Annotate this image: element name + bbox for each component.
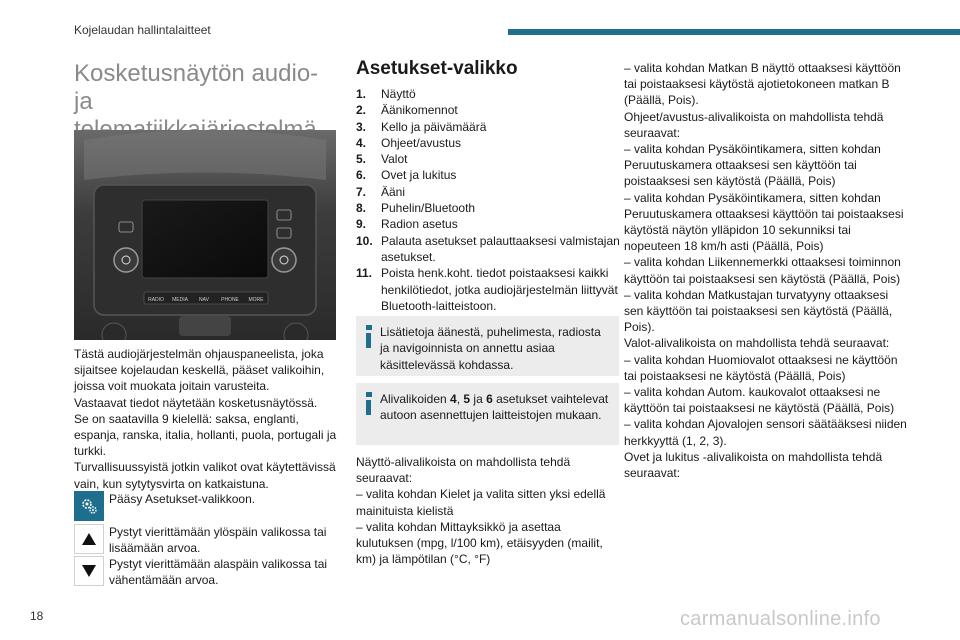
media-button-label: MEDIA [172,297,188,303]
settings-icon-text: Pääsy Asetukset-valikkoon. [109,492,256,506]
paragraph: – valita kohdan Matkustajan turvatyyny ottaaksesi sen käyttöön tai poistaaksesi sen käytöstä (Päällä, Pois). [624,287,893,335]
paragraph: Ovet ja lukitus -alivalikoista on mahdollista tehdä seuraavat: [624,449,883,481]
scroll-down-icon-row [74,556,344,588]
paragraph: – valita kohdan Kielet ja valita sitten yksi edellä mainituista kielistä [356,487,606,518]
nav-button-label: NAV [199,297,209,303]
paragraph: Ohjeet/avustus-alivalikoista on mahdollista tehdä seuraavat: [624,109,884,140]
intro-paragraph: Se on saatavilla 9 kielellä: saksa, englanti, espanja, ranska, italia, hollanti, puola, portugali ja turkki. [74,411,337,459]
scroll-up-text: Pystyt vierittämään ylöspäin valikossa tai lisäämään arvoa. [109,525,327,556]
triangle-up-icon [74,524,104,554]
list-item: 6. Ovet ja lukitus [356,168,457,183]
watermark: carmanualsonline.info [680,608,881,630]
list-item: 5. Valot [356,152,408,167]
info-box-submenus [356,383,619,445]
settings-menu-list [356,86,624,314]
settings-gear-icon [74,491,104,521]
scroll-down-text: Pystyt vierittämään alaspäin valikossa tai vähentämään arvoa. [109,557,328,588]
info-text: Alivalikoiden 4, 5 ja 6 asetukset vaihtelevat autoon asennettujen laitteistojen mukaan. [380,392,609,423]
scroll-up-icon-row [74,524,344,556]
list-item: 2. Äänikomennot [356,103,458,118]
paragraph: – valita kohdan Huomiovalot ottaaksesi ne käyttöön tai poistaaksesi ne käytöstä (Päällä, Pois) [624,352,898,383]
header-accent-bar [508,29,960,35]
audio-panel-photo [74,130,336,340]
paragraph: Näyttö-alivalikoista on mahdollista tehdä seuraavat: [356,455,571,486]
page-number: 18 [30,609,44,623]
paragraph: – valita kohdan Mittayksikkö ja asettaa kulutuksen (mpg, l/100 km), etäisyyden (mailit, km) ja lämpötilan (°C, °F) [356,519,603,567]
list-item: 10. Palauta asetukset palauttaaksesi valmistajan asetukset. [356,233,620,264]
triangle-down-icon [74,556,104,586]
paragraph: – valita kohdan Ajovalojen sensori säätääksesi niiden herkkyyttä (1, 2, 3). [624,417,907,448]
column-middle [356,58,624,314]
section-title: Asetukset-valikko [356,58,518,79]
list-item: 7. Ääni [356,184,406,199]
intro-paragraph: Turvallisuussyistä jotkin valikot ovat käytettävissä vain, kun sytytysvirta on katkaistuna. [74,460,336,491]
display-submenu-text [356,454,620,567]
running-header: Kojelaudan hallintalaitteet [74,23,211,37]
info-icon [365,392,375,416]
intro-paragraph: Vastaavat tiedot näytetään kosketusnäytössä. [74,395,318,410]
list-item: 11. Poista henk.koht. tiedot poistaaksesi kaikki henkilötiedot, jotka audiojärjestelmän liittyvät Bluetooth-laitteistoon. [356,266,618,313]
list-item: 3. Kello ja päivämäärä [356,119,487,134]
more-button-label: MORE [248,297,264,303]
list-item: 8. Puhelin/Bluetooth [356,201,476,216]
intro-paragraph: Tästä audiojärjestelmän ohjauspaneelista, joka sijaitsee kojelaudan keskellä, pääset valikoihin, joissa voit muokata joitain varusteita. [74,347,325,394]
list-item: 4. Ohjeet/avustus [356,135,462,150]
paragraph: – valita kohdan Pysäköintikamera, sitten kohdan Peruutuskamera ottaaksesi sen käyttöön tai poistaaksesi sen käytöstä (Päällä, Pois) [624,142,881,189]
settings-icon-row [74,491,344,521]
paragraph: – valita kohdan Liikennemerkki ottaaksesi toiminnon käyttöön tai poistaaksesi sen käytöstä (Päällä, Pois) [624,255,901,286]
intro-text [74,346,344,492]
info-icon [365,325,375,349]
paragraph: – valita kohdan Pysäköintikamera, sitten kohdan Peruutuskamera ottaaksesi käyttöön tai poistaaksesi käytöstä näytön ylläpidon 10 sekunniksi tai nopeuteen 18 km/h asti (Päällä, Pois) [624,190,904,254]
list-item: 1. Näyttö [356,87,416,101]
column-right [624,60,910,481]
info-box-audio [356,316,619,376]
list-item: 9. Radion asetus [356,217,458,232]
page-title: Kosketusnäytön audio- ja [74,60,319,115]
radio-button-label: RADIO [148,297,164,303]
paragraph: – valita kohdan Matkan B näyttö ottaaksesi käyttöön tai poistaaksesi käytöstä ajotietokoneen matkan B (Päällä, Pois). [624,61,901,108]
info-text: Lisätietoja äänestä, puhelimesta, radiosta ja navigoinnista on annettu asiaa käsittelevässä kohdassa. [380,325,601,372]
paragraph: – valita kohdan Autom. kaukovalot ottaaksesi ne käyttöön tai poistaaksesi ne käytöstä (Päällä, Pois) [624,385,895,416]
paragraph: Valot-alivalikoista on mahdollista tehdä seuraavat: [624,336,890,351]
phone-button-label: PHONE [221,297,239,303]
